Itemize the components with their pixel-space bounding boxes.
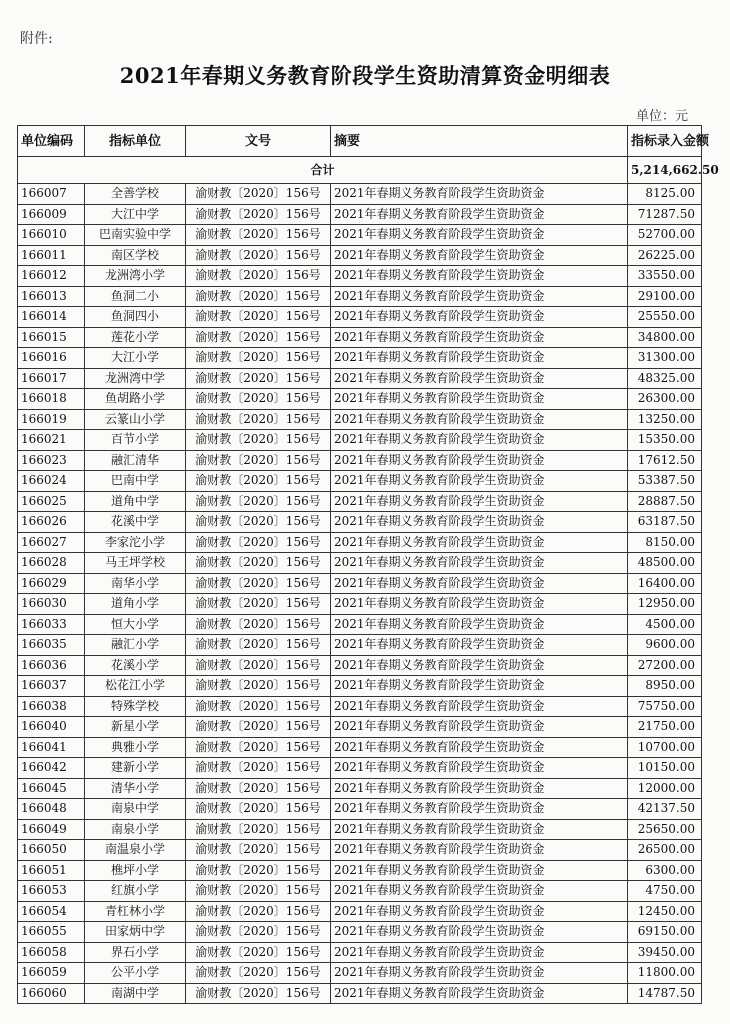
cell-unit: 鱼洞四小: [85, 307, 186, 328]
cell-amount: 26300.00: [628, 389, 702, 410]
cell-document-no: 渝财教〔2020〕156号: [186, 840, 331, 861]
table-row: [18, 819, 702, 840]
detail-table: [17, 125, 719, 1004]
cell-document-no: 渝财教〔2020〕156号: [186, 471, 331, 492]
cell-amount: 8950.00: [628, 676, 702, 697]
cell-summary: 2021年春期义务教育阶段学生资助资金: [331, 860, 628, 881]
cell-code: 166030: [18, 594, 85, 615]
cell-summary: 2021年春期义务教育阶段学生资助资金: [331, 409, 628, 430]
cell-code: 166050: [18, 840, 85, 861]
cell-amount: 75750.00: [628, 696, 702, 717]
cell-unit: 红旗小学: [85, 881, 186, 902]
cell-amount: 48500.00: [628, 553, 702, 574]
cell-unit: 建新小学: [85, 758, 186, 779]
table-row: [18, 204, 702, 225]
cell-summary: 2021年春期义务教育阶段学生资助资金: [331, 286, 628, 307]
cell-amount: 4750.00: [628, 881, 702, 902]
cell-code: 166045: [18, 778, 85, 799]
table-row: [18, 942, 702, 963]
table-row: [18, 327, 702, 348]
cell-unit: 巴南中学: [85, 471, 186, 492]
cell-amount: 12000.00: [628, 778, 702, 799]
table-row: [18, 758, 702, 779]
cell-unit: 特殊学校: [85, 696, 186, 717]
cell-amount: 16400.00: [628, 573, 702, 594]
table-row: [18, 676, 702, 697]
cell-summary: 2021年春期义务教育阶段学生资助资金: [331, 266, 628, 287]
cell-summary: 2021年春期义务教育阶段学生资助资金: [331, 881, 628, 902]
cell-unit: 融汇清华: [85, 450, 186, 471]
cell-summary: 2021年春期义务教育阶段学生资助资金: [331, 799, 628, 820]
table-row: [18, 491, 702, 512]
cell-code: 166048: [18, 799, 85, 820]
cell-summary: 2021年春期义务教育阶段学生资助资金: [331, 245, 628, 266]
cell-unit: 花溪小学: [85, 655, 186, 676]
cell-summary: 2021年春期义务教育阶段学生资助资金: [331, 512, 628, 533]
cell-code: 166026: [18, 512, 85, 533]
table-row: [18, 983, 702, 1004]
cell-unit: 道角中学: [85, 491, 186, 512]
cell-summary: 2021年春期义务教育阶段学生资助资金: [331, 491, 628, 512]
total-label: 合计: [18, 157, 628, 184]
cell-code: 166013: [18, 286, 85, 307]
cell-document-no: 渝财教〔2020〕156号: [186, 635, 331, 656]
cell-amount: 17612.50: [628, 450, 702, 471]
cell-amount: 48325.00: [628, 368, 702, 389]
cell-summary: 2021年春期义务教育阶段学生资助资金: [331, 635, 628, 656]
cell-amount: 13250.00: [628, 409, 702, 430]
table-row: [18, 614, 702, 635]
table-row: [18, 430, 702, 451]
cell-summary: 2021年春期义务教育阶段学生资助资金: [331, 655, 628, 676]
cell-summary: 2021年春期义务教育阶段学生资助资金: [331, 840, 628, 861]
cell-document-no: 渝财教〔2020〕156号: [186, 614, 331, 635]
cell-amount: 63187.50: [628, 512, 702, 533]
cell-code: 166042: [18, 758, 85, 779]
cell-amount: 26500.00: [628, 840, 702, 861]
table-row: [18, 348, 702, 369]
cell-unit: 道角小学: [85, 594, 186, 615]
cell-amount: 71287.50: [628, 204, 702, 225]
cell-code: 166041: [18, 737, 85, 758]
column-header-amount: 指标录入金额: [628, 126, 702, 157]
table-row: [18, 532, 702, 553]
cell-amount: 28887.50: [628, 491, 702, 512]
cell-summary: 2021年春期义务教育阶段学生资助资金: [331, 307, 628, 328]
cell-amount: 9600.00: [628, 635, 702, 656]
cell-summary: 2021年春期义务教育阶段学生资助资金: [331, 327, 628, 348]
cell-document-no: 渝财教〔2020〕156号: [186, 737, 331, 758]
cell-amount: 69150.00: [628, 922, 702, 943]
cell-document-no: 渝财教〔2020〕156号: [186, 512, 331, 533]
cell-code: 166017: [18, 368, 85, 389]
cell-unit: 南湖中学: [85, 983, 186, 1004]
cell-code: 166051: [18, 860, 85, 881]
cell-code: 166027: [18, 532, 85, 553]
cell-document-no: 渝财教〔2020〕156号: [186, 922, 331, 943]
cell-document-no: 渝财教〔2020〕156号: [186, 778, 331, 799]
cell-document-no: 渝财教〔2020〕156号: [186, 532, 331, 553]
cell-summary: 2021年春期义务教育阶段学生资助资金: [331, 676, 628, 697]
cell-document-no: 渝财教〔2020〕156号: [186, 409, 331, 430]
cell-unit: 南泉小学: [85, 819, 186, 840]
attachment-label: 附件:: [20, 31, 53, 47]
cell-summary: 2021年春期义务教育阶段学生资助资金: [331, 389, 628, 410]
cell-unit: 鱼胡路小学: [85, 389, 186, 410]
cell-unit: 大江小学: [85, 348, 186, 369]
table-row: [18, 389, 702, 410]
cell-document-no: 渝财教〔2020〕156号: [186, 553, 331, 574]
cell-document-no: 渝财教〔2020〕156号: [186, 758, 331, 779]
cell-summary: 2021年春期义务教育阶段学生资助资金: [331, 348, 628, 369]
table-row: [18, 450, 702, 471]
cell-code: 166060: [18, 983, 85, 1004]
cell-code: 166049: [18, 819, 85, 840]
cell-summary: 2021年春期义务教育阶段学生资助资金: [331, 758, 628, 779]
cell-document-no: 渝财教〔2020〕156号: [186, 307, 331, 328]
cell-code: 166029: [18, 573, 85, 594]
table-row: [18, 512, 702, 533]
cell-amount: 10700.00: [628, 737, 702, 758]
cell-amount: 29100.00: [628, 286, 702, 307]
cell-code: 166021: [18, 430, 85, 451]
table-row: [18, 225, 702, 246]
cell-amount: 8125.00: [628, 184, 702, 205]
cell-unit: 全善学校: [85, 184, 186, 205]
table-row: [18, 881, 702, 902]
cell-amount: 33550.00: [628, 266, 702, 287]
table-row: [18, 266, 702, 287]
cell-code: 166009: [18, 204, 85, 225]
cell-document-no: 渝财教〔2020〕156号: [186, 594, 331, 615]
cell-unit: 田家炳中学: [85, 922, 186, 943]
cell-unit: 龙洲湾小学: [85, 266, 186, 287]
cell-code: 166037: [18, 676, 85, 697]
cell-amount: 52700.00: [628, 225, 702, 246]
table-row: [18, 184, 702, 205]
cell-document-no: 渝财教〔2020〕156号: [186, 430, 331, 451]
cell-unit: 典雅小学: [85, 737, 186, 758]
cell-summary: 2021年春期义务教育阶段学生资助资金: [331, 696, 628, 717]
cell-unit: 云篆山小学: [85, 409, 186, 430]
cell-unit: 南泉中学: [85, 799, 186, 820]
cell-amount: 42137.50: [628, 799, 702, 820]
column-header-code: 单位编码: [18, 126, 85, 157]
cell-unit: 南温泉小学: [85, 840, 186, 861]
table-row: [18, 922, 702, 943]
cell-code: 166025: [18, 491, 85, 512]
cell-amount: 39450.00: [628, 942, 702, 963]
table-header-row: [18, 126, 702, 157]
cell-unit: 恒大小学: [85, 614, 186, 635]
cell-code: 166035: [18, 635, 85, 656]
table-row: [18, 307, 702, 328]
cell-unit: 界石小学: [85, 942, 186, 963]
cell-summary: 2021年春期义务教育阶段学生资助资金: [331, 573, 628, 594]
cell-summary: 2021年春期义务教育阶段学生资助资金: [331, 717, 628, 738]
cell-code: 166018: [18, 389, 85, 410]
cell-document-no: 渝财教〔2020〕156号: [186, 327, 331, 348]
cell-document-no: 渝财教〔2020〕156号: [186, 573, 331, 594]
cell-document-no: 渝财教〔2020〕156号: [186, 266, 331, 287]
cell-code: 166036: [18, 655, 85, 676]
cell-amount: 15350.00: [628, 430, 702, 451]
cell-summary: 2021年春期义务教育阶段学生资助资金: [331, 204, 628, 225]
cell-document-no: 渝财教〔2020〕156号: [186, 450, 331, 471]
cell-unit: 大江中学: [85, 204, 186, 225]
cell-unit: 南华小学: [85, 573, 186, 594]
cell-amount: 12450.00: [628, 901, 702, 922]
table-row: [18, 717, 702, 738]
cell-unit: 融汇小学: [85, 635, 186, 656]
cell-document-no: 渝财教〔2020〕156号: [186, 655, 331, 676]
table-row: [18, 696, 702, 717]
table-row: [18, 471, 702, 492]
cell-code: 166011: [18, 245, 85, 266]
table-row: [18, 901, 702, 922]
table-row: [18, 368, 702, 389]
cell-code: 166014: [18, 307, 85, 328]
table-row: [18, 799, 702, 820]
total-row: [18, 157, 702, 184]
table-row: [18, 409, 702, 430]
cell-document-no: 渝财教〔2020〕156号: [186, 286, 331, 307]
cell-unit: 松花江小学: [85, 676, 186, 697]
cell-unit: 南区学校: [85, 245, 186, 266]
cell-summary: 2021年春期义务教育阶段学生资助资金: [331, 942, 628, 963]
table-row: [18, 635, 702, 656]
cell-unit: 李家沱小学: [85, 532, 186, 553]
cell-unit: 马王坪学校: [85, 553, 186, 574]
cell-document-no: 渝财教〔2020〕156号: [186, 799, 331, 820]
cell-summary: 2021年春期义务教育阶段学生资助资金: [331, 594, 628, 615]
cell-code: 166012: [18, 266, 85, 287]
cell-summary: 2021年春期义务教育阶段学生资助资金: [331, 553, 628, 574]
cell-unit: 樵坪小学: [85, 860, 186, 881]
cell-code: 166059: [18, 963, 85, 984]
cell-code: 166028: [18, 553, 85, 574]
cell-code: 166058: [18, 942, 85, 963]
cell-document-no: 渝财教〔2020〕156号: [186, 368, 331, 389]
cell-document-no: 渝财教〔2020〕156号: [186, 696, 331, 717]
cell-summary: 2021年春期义务教育阶段学生资助资金: [331, 901, 628, 922]
cell-document-no: 渝财教〔2020〕156号: [186, 860, 331, 881]
cell-document-no: 渝财教〔2020〕156号: [186, 901, 331, 922]
table-row: [18, 840, 702, 861]
cell-unit: 鱼洞二小: [85, 286, 186, 307]
cell-document-no: 渝财教〔2020〕156号: [186, 225, 331, 246]
page-title: 2021年春期义务教育阶段学生资助清算资金明细表: [119, 63, 611, 88]
cell-unit: 花溪中学: [85, 512, 186, 533]
cell-amount: 12950.00: [628, 594, 702, 615]
cell-summary: 2021年春期义务教育阶段学生资助资金: [331, 614, 628, 635]
cell-summary: 2021年春期义务教育阶段学生资助资金: [331, 450, 628, 471]
table-row: [18, 655, 702, 676]
cell-amount: 4500.00: [628, 614, 702, 635]
cell-unit: 巴南实验中学: [85, 225, 186, 246]
cell-code: 166040: [18, 717, 85, 738]
cell-amount: 11800.00: [628, 963, 702, 984]
table-row: [18, 778, 702, 799]
cell-amount: 8150.00: [628, 532, 702, 553]
cell-unit: 青杠林小学: [85, 901, 186, 922]
cell-summary: 2021年春期义务教育阶段学生资助资金: [331, 532, 628, 553]
table-row: [18, 963, 702, 984]
cell-unit: 公平小学: [85, 963, 186, 984]
column-header-document-no: 文号: [186, 126, 331, 157]
cell-summary: 2021年春期义务教育阶段学生资助资金: [331, 963, 628, 984]
cell-amount: 25650.00: [628, 819, 702, 840]
cell-document-no: 渝财教〔2020〕156号: [186, 717, 331, 738]
cell-document-no: 渝财教〔2020〕156号: [186, 963, 331, 984]
cell-amount: 53387.50: [628, 471, 702, 492]
cell-code: 166055: [18, 922, 85, 943]
table-row: [18, 573, 702, 594]
cell-code: 166024: [18, 471, 85, 492]
cell-summary: 2021年春期义务教育阶段学生资助资金: [331, 368, 628, 389]
cell-summary: 2021年春期义务教育阶段学生资助资金: [331, 225, 628, 246]
cell-amount: 27200.00: [628, 655, 702, 676]
cell-document-no: 渝财教〔2020〕156号: [186, 204, 331, 225]
cell-amount: 10150.00: [628, 758, 702, 779]
cell-summary: 2021年春期义务教育阶段学生资助资金: [331, 430, 628, 451]
cell-document-no: 渝财教〔2020〕156号: [186, 245, 331, 266]
cell-amount: 25550.00: [628, 307, 702, 328]
cell-amount: 21750.00: [628, 717, 702, 738]
cell-document-no: 渝财教〔2020〕156号: [186, 881, 331, 902]
table-row: [18, 737, 702, 758]
cell-code: 166053: [18, 881, 85, 902]
cell-amount: 31300.00: [628, 348, 702, 369]
cell-unit: 新星小学: [85, 717, 186, 738]
cell-code: 166019: [18, 409, 85, 430]
cell-unit: 清华小学: [85, 778, 186, 799]
cell-unit: 莲花小学: [85, 327, 186, 348]
table-row: [18, 860, 702, 881]
cell-code: 166033: [18, 614, 85, 635]
cell-document-no: 渝财教〔2020〕156号: [186, 942, 331, 963]
cell-code: 166038: [18, 696, 85, 717]
cell-document-no: 渝财教〔2020〕156号: [186, 184, 331, 205]
cell-unit: 百节小学: [85, 430, 186, 451]
cell-code: 166023: [18, 450, 85, 471]
column-header-summary: 摘要: [331, 126, 628, 157]
cell-summary: 2021年春期义务教育阶段学生资助资金: [331, 922, 628, 943]
cell-summary: 2021年春期义务教育阶段学生资助资金: [331, 983, 628, 1004]
table-row: [18, 594, 702, 615]
cell-document-no: 渝财教〔2020〕156号: [186, 676, 331, 697]
table-row: [18, 553, 702, 574]
cell-summary: 2021年春期义务教育阶段学生资助资金: [331, 819, 628, 840]
cell-amount: 34800.00: [628, 327, 702, 348]
cell-summary: 2021年春期义务教育阶段学生资助资金: [331, 471, 628, 492]
column-header-unit: 指标单位: [85, 126, 186, 157]
unit-label: 单位：元: [635, 109, 688, 124]
cell-amount: 26225.00: [628, 245, 702, 266]
cell-document-no: 渝财教〔2020〕156号: [186, 491, 331, 512]
cell-code: 166016: [18, 348, 85, 369]
cell-code: 166015: [18, 327, 85, 348]
cell-summary: 2021年春期义务教育阶段学生资助资金: [331, 737, 628, 758]
cell-document-no: 渝财教〔2020〕156号: [186, 389, 331, 410]
cell-code: 166010: [18, 225, 85, 246]
table-row: [18, 286, 702, 307]
cell-amount: 14787.50: [628, 983, 702, 1004]
table-row: [18, 245, 702, 266]
cell-summary: 2021年春期义务教育阶段学生资助资金: [331, 778, 628, 799]
total-amount: 5,214,662.50: [628, 157, 702, 184]
cell-document-no: 渝财教〔2020〕156号: [186, 348, 331, 369]
cell-amount: 6300.00: [628, 860, 702, 881]
cell-summary: 2021年春期义务教育阶段学生资助资金: [331, 184, 628, 205]
cell-code: 166054: [18, 901, 85, 922]
cell-unit: 龙洲湾中学: [85, 368, 186, 389]
cell-document-no: 渝财教〔2020〕156号: [186, 819, 331, 840]
cell-code: 166007: [18, 184, 85, 205]
cell-document-no: 渝财教〔2020〕156号: [186, 983, 331, 1004]
